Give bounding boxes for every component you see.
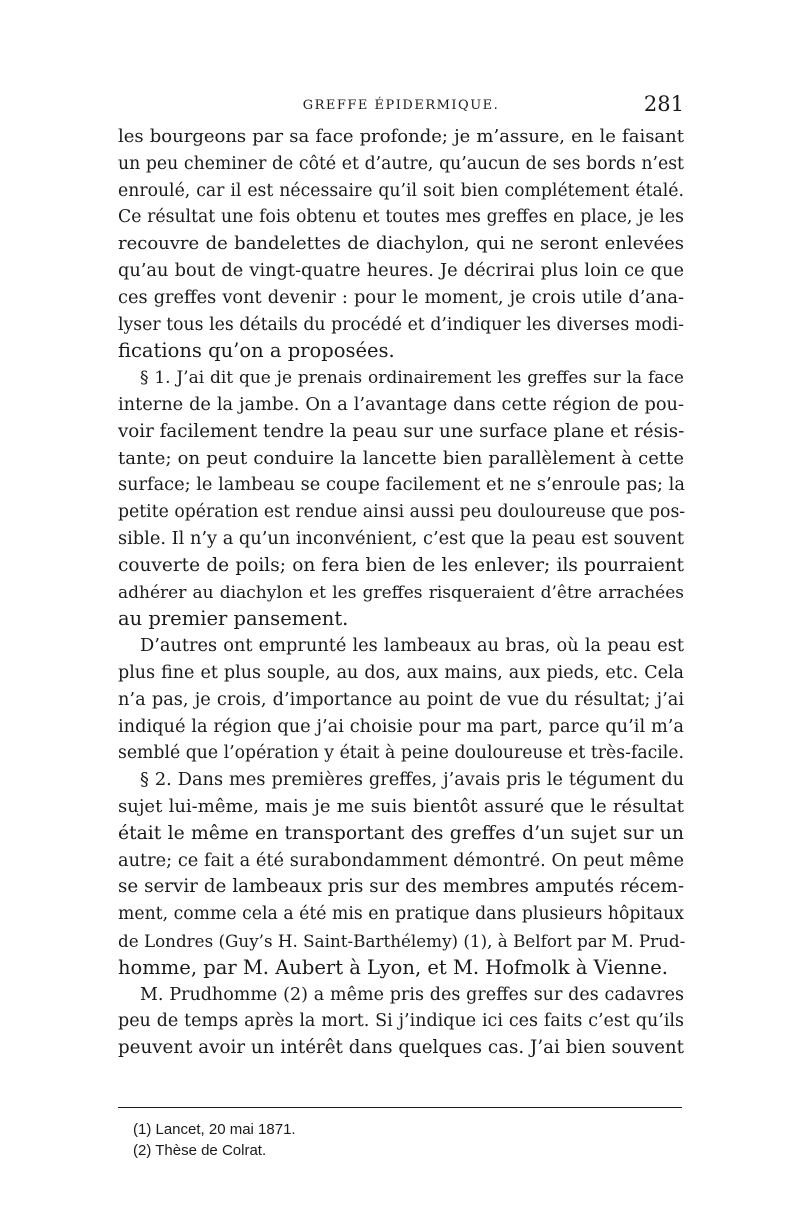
text-line: sible. Il n’y a qu’un inconvénient, c’est que la peau est souvent	[118, 528, 685, 549]
text-line: adhérer au diachylon et les greffes risqueraient d’être arrachées	[118, 582, 684, 603]
text-line: plus fine et plus souple, au dos, aux mains, aux pieds, etc. Cela	[118, 662, 684, 683]
text-line: couverte de poils; on fera bien de les enlever; ils pourraient	[118, 554, 684, 576]
text-line: homme, par M. Aubert à Lyon, et M. Hofmolk à Vienne.	[118, 955, 668, 979]
section-heading-line: § 2. Dans mes premières greffes, j’avais pris le tégument du	[140, 770, 684, 791]
running-head	[118, 92, 684, 122]
text-line: sujet lui-même, mais je me suis bientôt assuré que le résultat	[118, 795, 684, 817]
text-line: lyser tous les détails du procédé et d’indiquer les diverses modi-	[118, 314, 684, 335]
text-line: D’autres ont emprunté les lambeaux au bras, où la peau est	[140, 636, 684, 657]
text-line: n’a pas, je crois, d’importance au point de vue du résultat; j’ai	[118, 689, 684, 710]
text-line: semblé que l’opération y était à peine douloureuse et très-facile.	[118, 743, 684, 764]
section-heading-line: § 1. J’ai dit que je prenais ordinairement les greffes sur la face	[140, 368, 684, 389]
text-line: M. Prudhomme (2) a même pris des greffes sur des cadavres	[140, 984, 684, 1005]
page-number: 281	[643, 92, 684, 116]
footnotes	[133, 1119, 296, 1161]
text-line: peuvent avoir un intérêt dans quelques cas. J’ai bien souvent	[118, 1037, 684, 1059]
text-line: voir facilement tendre la peau sur une surface plane et résis-	[118, 420, 685, 442]
body-text	[118, 124, 684, 1062]
text-line: de Londres (Guy’s H. Saint-Barthélemy) (1), à Belfort par M. Prud-	[118, 930, 686, 951]
footnote-rule	[118, 1107, 682, 1108]
text-line: un peu cheminer de côté et d’autre, qu’aucun de ses bords n’est	[118, 153, 684, 174]
text-line: au premier pansement.	[118, 607, 349, 631]
text-line: surface; le lambeau se coupe facilement et ne s’enroule pas; la	[118, 475, 685, 496]
footnote-2: (2) Thèse de Colrat.	[133, 1142, 267, 1159]
text-line: ment, comme cela a été mis en pratique dans plusieurs hôpitaux	[118, 904, 684, 925]
text-line: enroulé, car il est nécessaire qu’il soit bien complétement étalé.	[118, 180, 684, 201]
text-line: ces greffes vont devenir : pour le moment, je crois utile d’ana-	[118, 287, 684, 308]
text-line: indiqué la région que j’ai choisie pour ma part, parce qu’il m’a	[118, 716, 684, 737]
text-line: interne de la jambe. On a l’avantage dans cette région de pou-	[118, 394, 684, 415]
text-line: fications qu’on a proposées.	[118, 339, 395, 363]
text-line: qu’au bout de vingt-quatre heures. Je décrirai plus loin ce que	[118, 260, 684, 281]
text-line: recouvre de bandelettes de diachylon, qui ne seront enlevées	[118, 233, 684, 255]
text-line: se servir de lambeaux pris sur des membres amputés récem-	[118, 876, 684, 898]
footnote-1: (1) Lancet, 20 mai 1871.	[133, 1121, 296, 1138]
text-line: petite opération est rendue ainsi aussi peu douloureuse que pos-	[118, 502, 686, 523]
text-line: était le même en transportant des greffes d’un sujet sur un	[118, 822, 684, 844]
text-line: peu de temps après la mort. Si j’indique ici ces faits c’est qu’ils	[118, 1011, 684, 1032]
text-line: tante; on peut conduire la lancette bien parallèlement à cette	[118, 447, 684, 469]
running-title: GREFFE ÉPIDERMIQUE.	[302, 98, 500, 113]
text-line: Ce résultat une fois obtenu et toutes mes greffes en place, je les	[118, 207, 684, 228]
text-line: autre; ce fait a été surabondamment démontré. On peut même	[118, 850, 684, 871]
text-line: les bourgeons par sa face profonde; je m’assure, en le faisant	[118, 126, 684, 147]
